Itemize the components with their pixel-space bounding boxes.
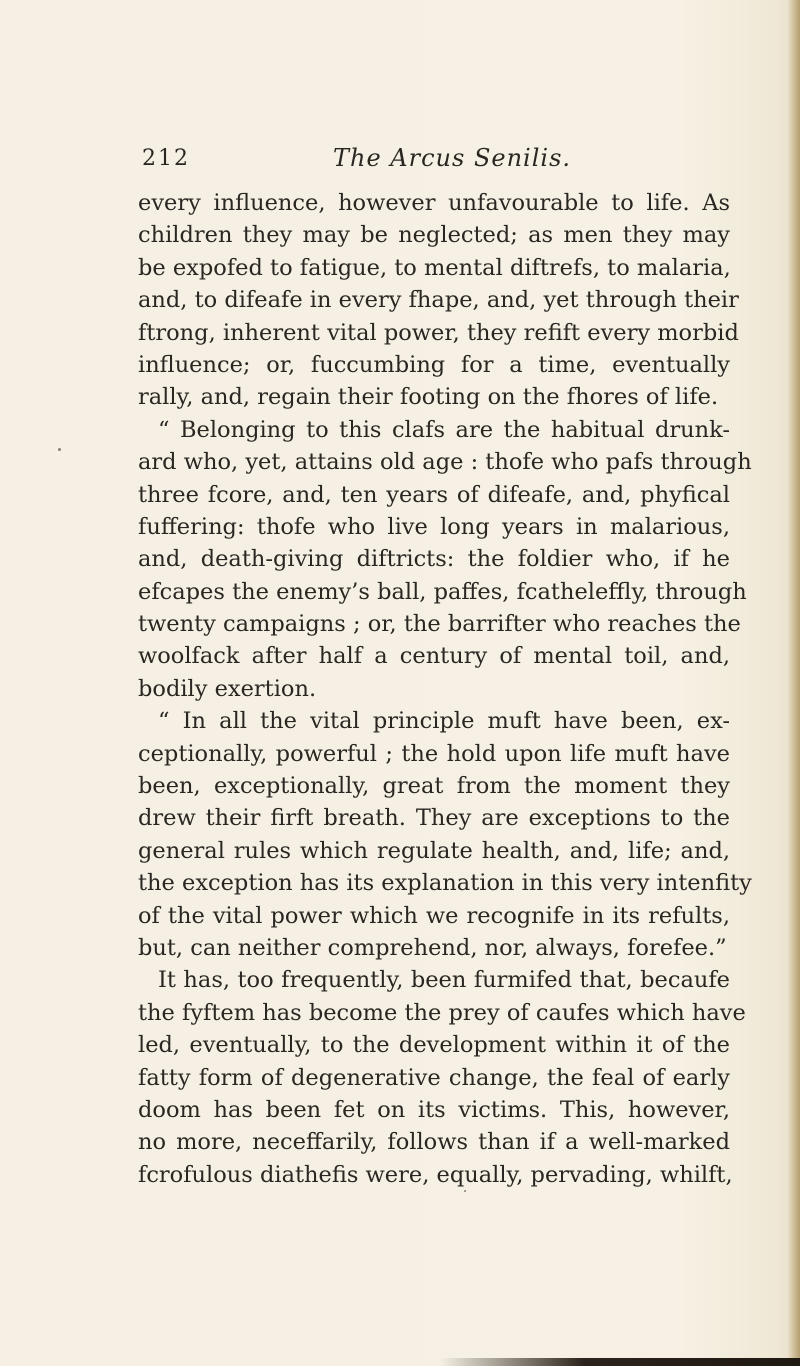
text-line: the exception has its explanation in this very intenfity [138,870,752,897]
text-line: bodily exertion. [138,675,317,702]
text-line: of the vital power which we recognife in its refults, [138,902,730,929]
text-line: efcapes the enemy’s ball, paffes, fcatheleffly, through [138,578,747,605]
text-line: ceptionally, powerful ; the hold upon life muft have [138,740,730,767]
text-line: children they may be neglected; as men they may [138,222,730,249]
text-line: “ In all the vital principle muft have been, ex- [158,708,730,735]
text-line: and, to difeafe in every fhape, and, yet through their [138,287,739,314]
text-line: and, death-giving diftricts: the foldier who, if he [138,546,730,573]
text-line: twenty campaigns ; or, the barrifter who reaches the [138,611,741,638]
text-line: drew their firft breath. They are exceptions to the [138,805,730,832]
text-line: general rules which regulate health, and, life; and, [138,837,730,864]
page-number: 212 [142,146,190,171]
text-line: “ Belonging to this clafs are the habitual drunk- [158,416,730,443]
text-line: ftrong, inherent vital power, they refift every morbid [138,319,739,346]
body-text [138,187,752,1191]
text-line: ard who, yet, attains old age : thofe who pafs through [138,449,752,476]
page-bottom-shadow [440,1358,800,1366]
running-title: The Arcus Senilis. [333,144,572,172]
text-line: no more, neceffarily, follows than if a well-marked [138,1129,730,1156]
text-line: doom has been fet on its victims. This, however, [138,1096,730,1123]
text-line: It has, too frequently, been furmifed that, becaufe [158,967,730,994]
text-line: woolfack after half a century of mental toil, and, [138,643,730,670]
running-header [142,142,702,176]
text-line: led, eventually, to the development within it of the [138,1032,730,1059]
text-line: the fyftem has become the prey of caufes which have [138,999,746,1026]
text-line: three fcore, and, ten years of difeafe, and, phyfical [138,481,730,508]
text-line: fcrofulous diathefis were, equally, pervading, whilft, [138,1161,733,1188]
text-line: been, exceptionally, great from the moment they [138,773,730,800]
text-line: fatty form of degenerative change, the feal of early [138,1064,730,1091]
text-line: every influence, however unfavourable to life. As [138,190,730,216]
paper-speck [464,1190,466,1192]
text-line: rally, and, regain their footing on the fhores of life. [138,384,719,411]
text-line: be expofed to fatigue, to mental diftrefs, to malaria, [138,254,731,281]
text-line: but, can neither comprehend, nor, always, forefee.” [138,934,727,961]
text-line: fuffering: thofe who live long years in malarious, [138,513,730,540]
text-line: influence; or, fuccumbing for a time, eventually [138,351,730,378]
page-edge-shadow [788,0,800,1366]
paper-speck [58,448,61,451]
